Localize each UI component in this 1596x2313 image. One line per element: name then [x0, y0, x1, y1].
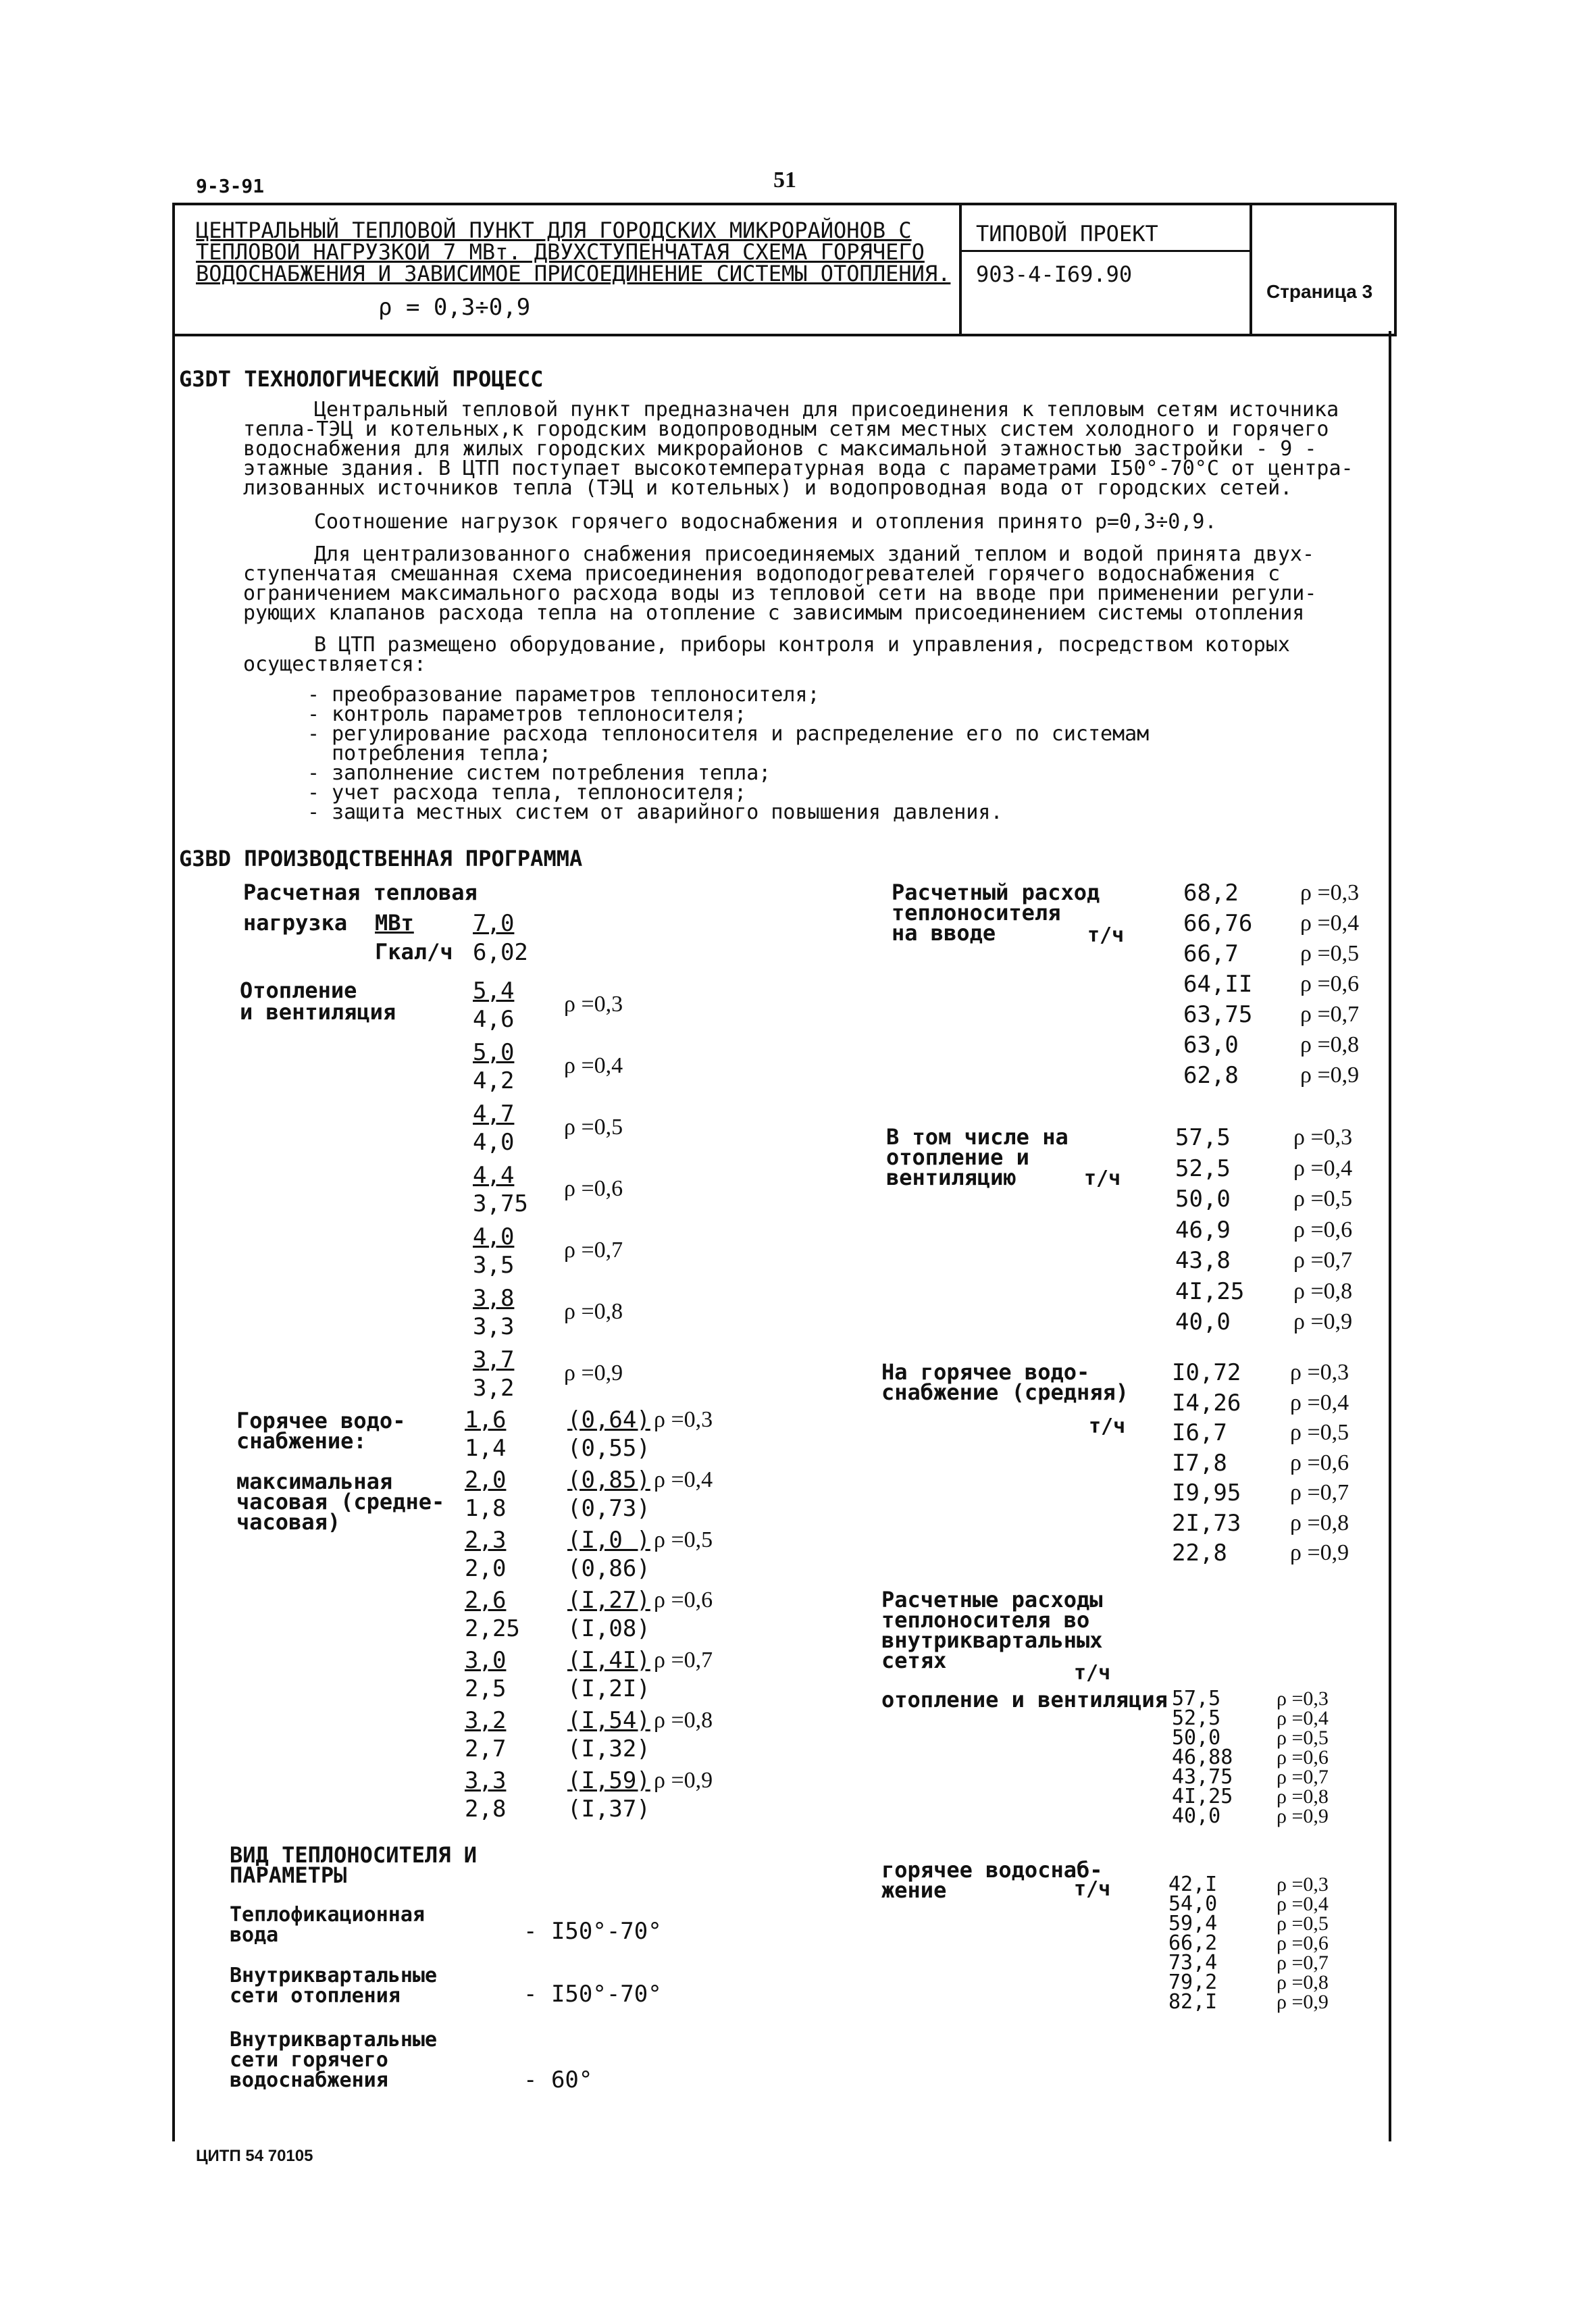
- intra-heating-value: 40,0: [1172, 1804, 1221, 1828]
- bullet-item: потребления тепла;: [307, 742, 552, 765]
- flow-rho: ρ =0,6: [1300, 971, 1360, 996]
- intra-heating-value: 52,5: [1172, 1706, 1221, 1730]
- hot-water-rho: ρ =0,7: [1290, 1480, 1349, 1505]
- heating-gcal: 3,2: [473, 1375, 515, 1402]
- flow-value: 63,0: [1183, 1032, 1239, 1059]
- page-number: 51: [773, 168, 796, 193]
- incl-heating-unit: т/ч: [1084, 1167, 1121, 1190]
- project-label: ТИПОВОЙ ПРОЕКТ: [976, 221, 1158, 247]
- coolant-label: водоснабжения: [230, 2068, 388, 2092]
- heating-mw: 4,4: [473, 1162, 515, 1189]
- intra-heating-rho: ρ =0,9: [1277, 1805, 1329, 1827]
- flow-rho: ρ =0,4: [1300, 911, 1360, 936]
- intra-hw-value: 79,2: [1168, 1971, 1218, 1994]
- hw-label: максимальная: [236, 1469, 393, 1494]
- hw-rho: ρ =0,4: [654, 1467, 713, 1492]
- incl-heating-value: 52,5: [1175, 1154, 1231, 1182]
- hw-gcal: 2,8: [465, 1796, 507, 1823]
- hw-label: снабжение:: [236, 1428, 367, 1454]
- para3-line: ступенчатая смешанная схема присоединения водоподогревателей горячего водоснабжения с: [243, 562, 1281, 586]
- hw-avg-mw: (I,54): [567, 1707, 650, 1734]
- coolant-label: сети горячего: [230, 2048, 388, 2072]
- flow-rho: ρ =0,9: [1300, 1063, 1360, 1088]
- hot-water-rho: ρ =0,4: [1290, 1390, 1349, 1415]
- hot-water-rho: ρ =0,3: [1290, 1360, 1349, 1385]
- incl-heating-value: 43,8: [1175, 1247, 1231, 1274]
- incl-heating-rho: ρ =0,6: [1293, 1217, 1353, 1242]
- hot-water-unit: т/ч: [1089, 1415, 1126, 1438]
- incl-heating-label: В том числе на: [886, 1124, 1069, 1150]
- hw-mw: 2,0: [465, 1467, 507, 1494]
- intra-hw-value: 42,I: [1168, 1873, 1218, 1896]
- coolant-value: - I50°-70°: [523, 1981, 662, 2008]
- intra-hw-rho: ρ =0,5: [1277, 1912, 1329, 1935]
- para1-line: Центральный тепловой пункт предназначен для присоединения к тепловым сетям источника: [314, 398, 1339, 422]
- bullet-item: - преобразование параметров теплоносителя;: [307, 683, 820, 707]
- hot-water-rho: ρ =0,6: [1290, 1450, 1349, 1475]
- hw-gcal: 1,4: [465, 1435, 507, 1462]
- hot-water-value: I7,8: [1172, 1449, 1227, 1477]
- para1-line: этажные здания. В ЦТП поступает высокотемпературная вода с параметрами I50°-70°С от центра-: [243, 457, 1354, 480]
- flow-label: теплоносителя: [892, 900, 1061, 925]
- hw-gcal: 2,0: [465, 1555, 507, 1582]
- hw-gcal: 2,25: [465, 1615, 520, 1642]
- para3-line: ограничением максимального расхода воды из тепловой сети на вводе при применении регули-: [243, 582, 1317, 605]
- hw-mw: 2,6: [465, 1587, 507, 1614]
- intra-hw-rho: ρ =0,4: [1277, 1893, 1329, 1915]
- coolant-value: - I50°-70°: [523, 1918, 662, 1945]
- flow-rho: ρ =0,8: [1300, 1032, 1360, 1057]
- intra-hw-rho: ρ =0,3: [1277, 1873, 1329, 1896]
- hw-mw: 2,3: [465, 1527, 507, 1554]
- intra-label: сетях: [881, 1648, 947, 1673]
- intra-heating-rho: ρ =0,4: [1277, 1707, 1329, 1729]
- intra-heating-rho: ρ =0,7: [1277, 1766, 1329, 1788]
- hw-avg-mw: (0,64): [567, 1406, 650, 1433]
- incl-heating-rho: ρ =0,9: [1293, 1309, 1353, 1334]
- hw-rho: ρ =0,6: [654, 1587, 713, 1612]
- intra-heating-rho: ρ =0,6: [1277, 1746, 1329, 1769]
- hot-water-value: 2I,73: [1172, 1509, 1241, 1537]
- section2-heading: G3BD ПРОИЗВОДСТВЕННАЯ ПРОГРАММА: [179, 846, 583, 871]
- intra-hw-rho: ρ =0,7: [1277, 1952, 1329, 1974]
- intra-heating-value: 43,75: [1172, 1765, 1233, 1789]
- flow-value: 66,76: [1183, 910, 1253, 937]
- hot-water-rho: ρ =0,8: [1290, 1510, 1349, 1535]
- frame-right: [1389, 331, 1391, 2141]
- incl-heating-rho: ρ =0,3: [1293, 1125, 1353, 1150]
- para4-line: осуществляется:: [243, 653, 426, 676]
- hw-avg-gcal: (0,86): [567, 1555, 650, 1582]
- heating-rho: ρ =0,5: [564, 1115, 623, 1140]
- intra-hw-rho: ρ =0,6: [1277, 1932, 1329, 1954]
- heating-gcal: 4,6: [473, 1006, 515, 1033]
- bullet-item: - заполнение систем потребления тепла;: [307, 761, 771, 785]
- heating-gcal: 3,3: [473, 1313, 515, 1340]
- hot-water-value: I0,72: [1172, 1359, 1241, 1386]
- bullet-item: - регулирование расхода теплоносителя и распределение его по системам: [307, 722, 1150, 746]
- intra-unit: т/ч: [1074, 1661, 1111, 1685]
- intra-hw-value: 59,4: [1168, 1912, 1218, 1935]
- hw-mw: 3,2: [465, 1707, 507, 1734]
- incl-heating-label: вентиляцию: [886, 1165, 1016, 1190]
- frame-left: [172, 331, 175, 2141]
- intra-hw-value: 82,I: [1168, 1990, 1218, 2014]
- hw-rho: ρ =0,7: [654, 1648, 713, 1673]
- coolant-value: - 60°: [523, 2066, 593, 2093]
- incl-heating-value: 40,0: [1175, 1308, 1231, 1336]
- intra-heating-value: 4I,25: [1172, 1785, 1233, 1808]
- load-gcal: 6,02: [473, 939, 528, 966]
- flow-value: 64,II: [1183, 971, 1253, 998]
- flow-rho: ρ =0,3: [1300, 880, 1360, 905]
- hw-rho: ρ =0,8: [654, 1708, 713, 1733]
- incl-heating-label: отопление и: [886, 1144, 1029, 1170]
- heating-rho: ρ =0,7: [564, 1238, 623, 1263]
- para2: Соотношение нагрузок горячего водоснабжения и отопления принято р=0,3÷0,9.: [314, 510, 1217, 534]
- title-line-2: ТЕПЛОВОЙ НАГРУЗКОЙ 7 МВт. ДВУХСТУПЕНЧАТАЯ СХЕМА ГОРЯЧЕГО: [196, 239, 925, 265]
- incl-heating-value: 46,9: [1175, 1216, 1231, 1244]
- coolant-label: сети отопления: [230, 1984, 401, 2008]
- unit-gcal: Гкал/ч: [375, 939, 453, 965]
- para3-line: рующих клапанов расхода тепла на отопление с зависимым присоединением системы отопления: [243, 601, 1305, 625]
- incl-heating-rho: ρ =0,4: [1293, 1155, 1353, 1181]
- flow-unit: т/ч: [1087, 923, 1125, 947]
- heating-rho: ρ =0,9: [564, 1361, 623, 1386]
- coolant-heading: ВИД ТЕПЛОНОСИТЕЛЯ И: [230, 1842, 478, 1868]
- hot-water-rho: ρ =0,5: [1290, 1420, 1349, 1445]
- hw-rho: ρ =0,5: [654, 1527, 713, 1552]
- heating-label: Отопление: [240, 977, 357, 1003]
- intra-label: внутриквартальных: [881, 1627, 1103, 1653]
- intra-label: Расчетные расходы: [881, 1587, 1103, 1612]
- heating-rho: ρ =0,6: [564, 1176, 623, 1201]
- heating-gcal: 3,75: [473, 1190, 528, 1217]
- sheet-code: 9-3-91: [196, 175, 265, 197]
- incl-heating-rho: ρ =0,5: [1293, 1186, 1353, 1211]
- hot-water-label: снабжение (средняя): [881, 1379, 1129, 1405]
- heating-rho: ρ =0,4: [564, 1053, 623, 1078]
- intra-hw-rho: ρ =0,9: [1277, 1991, 1329, 2013]
- heating-rho: ρ =0,3: [564, 992, 623, 1017]
- title-line-1: ЦЕНТРАЛЬНЫЙ ТЕПЛОВОЙ ПУНКТ ДЛЯ ГОРОДСКИХ МИКРОРАЙОНОВ С: [196, 218, 912, 243]
- hw-avg-mw: (I,59): [567, 1767, 650, 1794]
- para3-line: Для централизованного снабжения присоединяемых зданий теплом и водой принята двух-: [314, 542, 1315, 566]
- hw-avg-gcal: (I,32): [567, 1735, 650, 1762]
- hw-mw: 3,0: [465, 1647, 507, 1674]
- hot-water-value: 22,8: [1172, 1540, 1227, 1567]
- bullet-item: - защита местных систем от аварийного повышения давления.: [307, 800, 1003, 824]
- intra-hw-rho: ρ =0,8: [1277, 1971, 1329, 1993]
- hw-mw: 3,3: [465, 1767, 507, 1794]
- coolant-label: Внутриквартальные: [230, 2028, 438, 2052]
- heating-mw: 4,7: [473, 1100, 515, 1127]
- title-line-3: ВОДОСНАБЖЕНИЯ И ЗАВИСИМОЕ ПРИСОЕДИНЕНИЕ СИСТЕМЫ ОТОПЛЕНИЯ.: [196, 261, 951, 286]
- para1-line: водоснабжения для жилых городских микрорайонов с максимальной этажностью застройки - 9 -: [243, 437, 1317, 461]
- hw-label: Горячее водо-: [236, 1408, 406, 1433]
- para1-line: лизованных источников тепла (ТЭЦ и котельных) и водопроводная вода от городских сетей.: [243, 476, 1293, 500]
- intra-heating-value: 46,88: [1172, 1746, 1233, 1769]
- hw-avg-gcal: (0,55): [567, 1435, 650, 1462]
- hw-avg-mw: (I,4I): [567, 1647, 650, 1674]
- intra-label: теплоносителя во: [881, 1607, 1090, 1633]
- intra-heating-rho: ρ =0,8: [1277, 1785, 1329, 1808]
- hw-avg-gcal: (I,37): [567, 1796, 650, 1823]
- flow-label: Расчетный расход: [892, 880, 1100, 905]
- heating-mw: 3,7: [473, 1346, 515, 1373]
- hw-avg-gcal: (I,2I): [567, 1675, 650, 1702]
- incl-heating-rho: ρ =0,7: [1293, 1248, 1353, 1273]
- hw-avg-mw: (I,27): [567, 1587, 650, 1614]
- heating-label: и вентиляция: [240, 999, 396, 1025]
- hw-avg-mw: (I,0 ): [567, 1527, 650, 1554]
- hw-gcal: 2,5: [465, 1675, 507, 1702]
- unit-mw: МВт: [375, 910, 414, 936]
- heating-mw: 5,0: [473, 1039, 515, 1066]
- flow-value: 68,2: [1183, 880, 1239, 907]
- intra-heating-rho: ρ =0,3: [1277, 1687, 1329, 1710]
- heating-mw: 3,8: [473, 1285, 515, 1312]
- heating-gcal: 3,5: [473, 1252, 515, 1279]
- heating-mw: 4,0: [473, 1223, 515, 1250]
- flow-rho: ρ =0,7: [1300, 1002, 1360, 1027]
- intra-hw-value: 54,0: [1168, 1892, 1218, 1916]
- hw-avg-gcal: (0,73): [567, 1495, 650, 1522]
- intra-heating-label: отопление и вентиляция: [881, 1687, 1168, 1712]
- hw-avg-mw: (0,85): [567, 1467, 650, 1494]
- incl-heating-value: 57,5: [1175, 1124, 1231, 1151]
- intra-heating-value: 50,0: [1172, 1726, 1221, 1750]
- hw-rho: ρ =0,3: [654, 1407, 713, 1432]
- hot-water-value: I9,95: [1172, 1479, 1241, 1506]
- print-code: ЦИТП 54 70105: [196, 2147, 313, 2165]
- intra-hw-label: жение: [881, 1877, 947, 1903]
- heating-gcal: 4,0: [473, 1129, 515, 1156]
- bullet-item: - контроль параметров теплоносителя;: [307, 703, 747, 726]
- load-label: Расчетная тепловая: [243, 880, 478, 905]
- title-rho-range: ρ = 0,3÷0,9: [378, 294, 531, 321]
- para4-line: В ЦТП размещено оборудование, приборы контроля и управления, посредством которых: [314, 633, 1290, 657]
- hw-avg-gcal: (I,08): [567, 1615, 650, 1642]
- intra-hw-value: 73,4: [1168, 1951, 1218, 1975]
- flow-rho: ρ =0,5: [1300, 941, 1360, 966]
- intra-heating-value: 57,5: [1172, 1687, 1221, 1710]
- hot-water-value: I4,26: [1172, 1389, 1241, 1417]
- intra-hw-unit: т/ч: [1074, 1877, 1111, 1901]
- heating-gcal: 4,2: [473, 1067, 515, 1094]
- flow-value: 63,75: [1183, 1001, 1253, 1028]
- intra-heating-rho: ρ =0,5: [1277, 1727, 1329, 1749]
- coolant-label: Теплофикационная: [230, 1903, 425, 1927]
- hot-water-value: I6,7: [1172, 1419, 1227, 1446]
- heating-mw: 5,4: [473, 977, 515, 1005]
- hw-label: часовая (средне-: [236, 1489, 445, 1515]
- page-label: Страница 3: [1266, 281, 1373, 302]
- coolant-heading: ПАРАМЕТРЫ: [230, 1862, 347, 1888]
- heating-rho: ρ =0,8: [564, 1299, 623, 1324]
- incl-heating-rho: ρ =0,8: [1293, 1278, 1353, 1304]
- bullet-item: - учет расхода тепла, теплоносителя;: [307, 781, 747, 805]
- flow-label: на вводе: [892, 920, 996, 946]
- load-label: нагрузка: [243, 910, 348, 936]
- section1-heading: G3DT ТЕХНОЛОГИЧЕСКИЙ ПРОЦЕСС: [179, 366, 544, 392]
- load-mw: 7,0: [473, 910, 515, 937]
- para1-line: тепла-ТЭЦ и котельных,к городским водопроводным сетям местных систем холодного и горячего: [243, 417, 1329, 441]
- project-code: 903-4-I69.90: [976, 261, 1133, 287]
- flow-value: 62,8: [1183, 1062, 1239, 1089]
- hot-water-label: На горячее водо-: [881, 1359, 1090, 1385]
- hw-mw: 1,6: [465, 1406, 507, 1433]
- incl-heating-value: 50,0: [1175, 1186, 1231, 1213]
- intra-hw-value: 66,2: [1168, 1931, 1218, 1955]
- hw-gcal: 2,7: [465, 1735, 507, 1762]
- hw-rho: ρ =0,9: [654, 1768, 713, 1793]
- incl-heating-value: 4I,25: [1175, 1277, 1245, 1305]
- flow-value: 66,7: [1183, 940, 1239, 967]
- coolant-label: вода: [230, 1923, 279, 1947]
- intra-hw-label: горячее водоснаб-: [881, 1857, 1103, 1883]
- hot-water-rho: ρ =0,9: [1290, 1540, 1349, 1565]
- hw-gcal: 1,8: [465, 1495, 507, 1522]
- coolant-label: Внутриквартальные: [230, 1964, 438, 1987]
- hw-label: часовая): [236, 1509, 341, 1535]
